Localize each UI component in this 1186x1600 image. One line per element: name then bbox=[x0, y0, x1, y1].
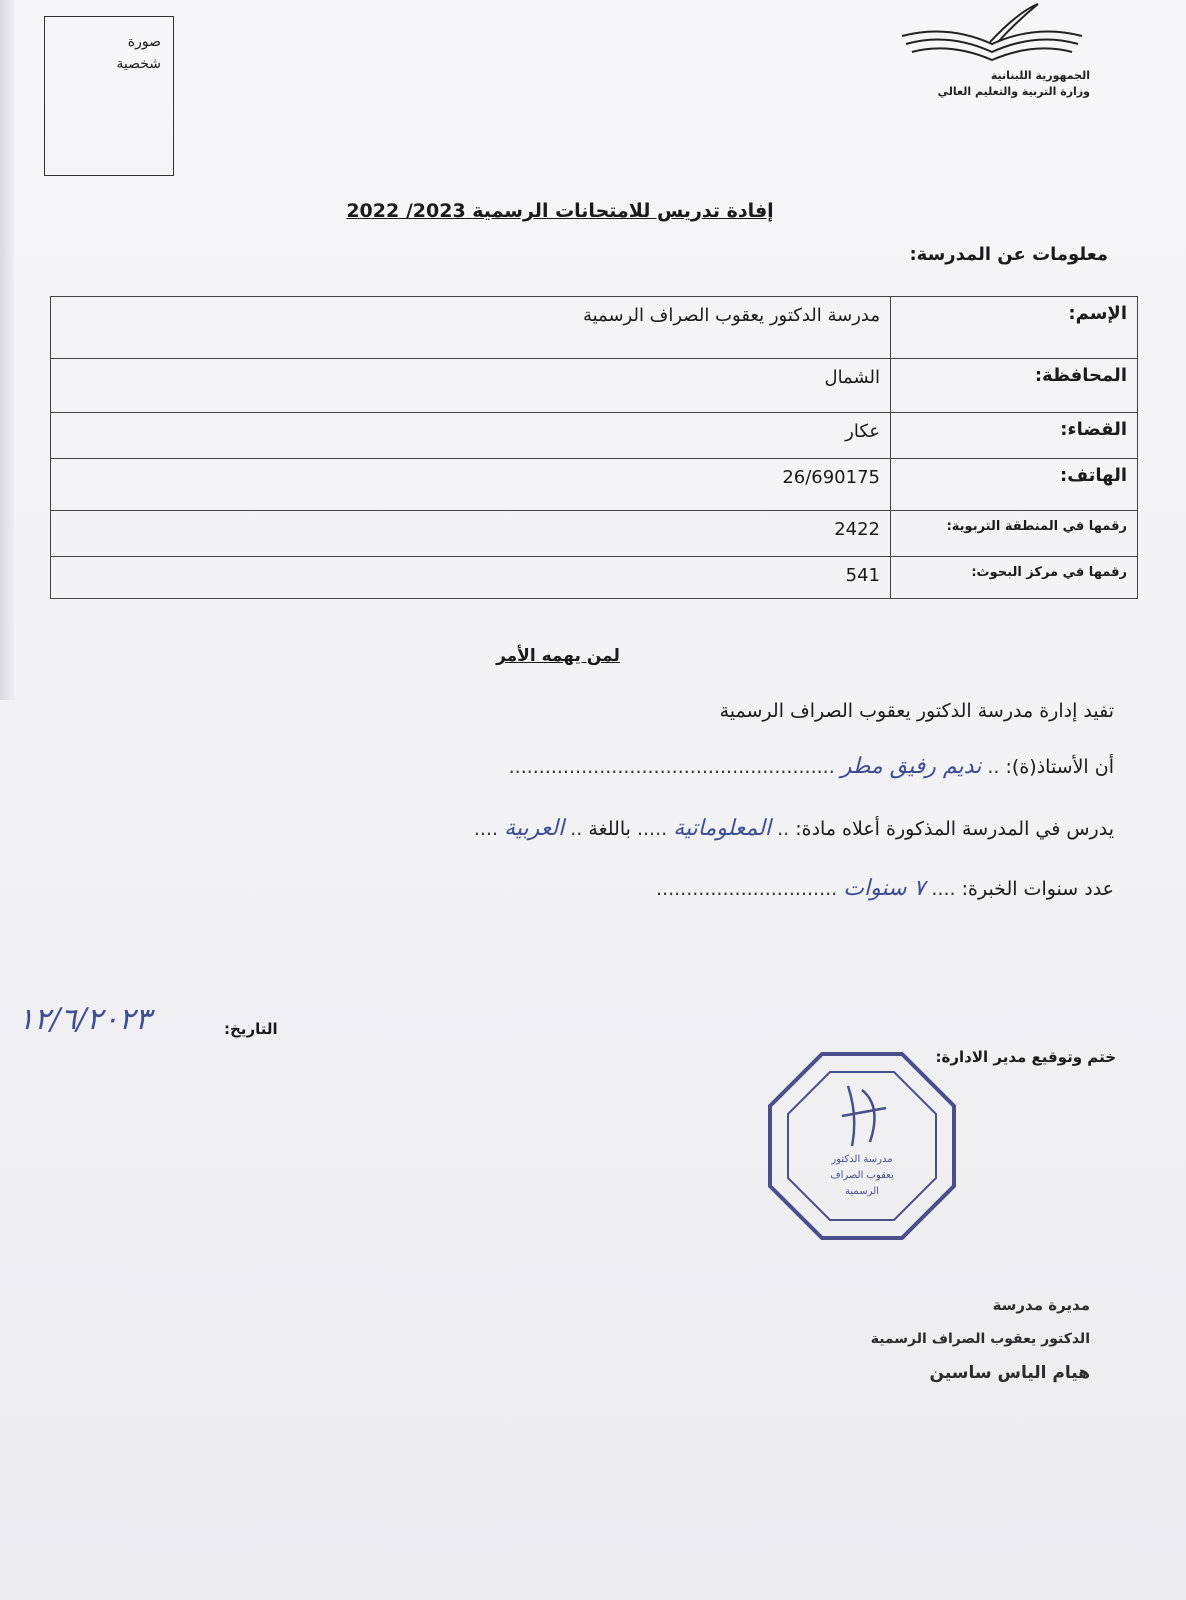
date-label: التاريخ: bbox=[224, 1020, 278, 1038]
row-value-phone: 26/690175 bbox=[51, 459, 891, 511]
table-row bbox=[51, 511, 1138, 557]
row-value-edu-zone-number: 2422 bbox=[51, 511, 891, 557]
dotted-fill: .. bbox=[777, 818, 790, 840]
experience-handwritten: ٧ سنوات bbox=[843, 876, 926, 901]
personal-photo-box bbox=[44, 16, 174, 176]
subject-handwritten: المعلوماتية bbox=[673, 816, 772, 841]
row-label-phone: الهاتف: bbox=[891, 459, 1138, 511]
row-label-research-center-number: رقمها في مركز البحوث: bbox=[891, 557, 1138, 599]
page-edge-shadow bbox=[0, 0, 14, 700]
dotted-fill: .. bbox=[987, 756, 1000, 778]
stamp-signature-label: ختم وتوقيع مدير الادارة: bbox=[935, 1048, 1116, 1066]
photo-label bbox=[71, 31, 161, 75]
row-label-edu-zone-number: رقمها في المنطقة التربوية: bbox=[891, 511, 1138, 557]
language-handwritten: العربية bbox=[504, 816, 565, 841]
dotted-fill: .... bbox=[931, 878, 956, 900]
row-label-district: القضاء: bbox=[891, 413, 1138, 459]
photo-label-line1: صورة bbox=[127, 34, 161, 50]
table-row bbox=[51, 359, 1138, 413]
date-handwritten: ١٢/٦/٢٠٢٣ bbox=[18, 1002, 152, 1037]
table-row bbox=[51, 297, 1138, 359]
certify-line bbox=[720, 700, 1114, 722]
director-name: هيام الياس ساسين bbox=[929, 1363, 1090, 1383]
ministry-book-logo-icon bbox=[898, 2, 1088, 68]
subject-label: يدرس في المدرسة المذكورة أعلاه مادة: bbox=[795, 818, 1114, 840]
school-info-heading: معلومات عن المدرسة: bbox=[909, 244, 1108, 265]
experience-line bbox=[656, 876, 1114, 901]
dotted-fill: .. bbox=[570, 818, 583, 840]
photo-label-line2: شخصية bbox=[116, 56, 161, 72]
table-row bbox=[51, 413, 1138, 459]
table-row bbox=[51, 557, 1138, 599]
row-value-name: مدرسة الدكتور يعقوب الصراف الرسمية bbox=[51, 297, 891, 359]
certify-text: تفيد إدارة مدرسة الدكتور يعقوب الصراف الرسمية bbox=[719, 700, 1114, 722]
experience-label: عدد سنوات الخبرة: bbox=[961, 878, 1114, 900]
ministry-header bbox=[870, 68, 1090, 100]
row-value-governorate: الشمال bbox=[51, 359, 891, 413]
row-value-district: عكار bbox=[51, 413, 891, 459]
director-signature-block bbox=[770, 1288, 1090, 1390]
dotted-fill: .............................. bbox=[656, 878, 838, 900]
table-row bbox=[51, 459, 1138, 511]
teacher-line bbox=[509, 754, 1114, 779]
row-value-research-center-number: 541 bbox=[51, 557, 891, 599]
row-label-name: الإسم: bbox=[891, 297, 1138, 359]
subject-line bbox=[474, 816, 1114, 841]
seal-text-3: الرسمية bbox=[845, 1186, 879, 1197]
teacher-label: أن الأستاذ(ة): bbox=[1005, 756, 1114, 778]
document-title: إفادة تدريس للامتحانات الرسمية 2023/ 2022 bbox=[346, 200, 774, 222]
to-whom-heading: لمن يهمه الأمر bbox=[496, 646, 620, 666]
director-title: مديرة مدرسة bbox=[992, 1296, 1090, 1314]
seal-text-1: مدرسة الدكتور bbox=[831, 1154, 893, 1165]
ministry-name: وزارة التربية والتعليم العالي bbox=[937, 85, 1090, 98]
row-label-governorate: المحافظة: bbox=[891, 359, 1138, 413]
director-school: الدكتور يعقوب الصراف الرسمية bbox=[870, 1331, 1090, 1347]
republic-name: الجمهورية اللبنانية bbox=[990, 69, 1090, 82]
teacher-name-handwritten: نديم رفيق مطر bbox=[840, 754, 982, 779]
school-info-table bbox=[50, 296, 1138, 599]
school-seal-stamp-icon bbox=[762, 1046, 962, 1246]
seal-text-2: يعقوب الصراف bbox=[830, 1170, 894, 1181]
dotted-fill: .... bbox=[473, 818, 499, 840]
dotted-fill: ...................................................... bbox=[508, 756, 835, 778]
language-label: باللغة bbox=[588, 818, 631, 840]
dotted-fill: ..... bbox=[636, 818, 668, 840]
